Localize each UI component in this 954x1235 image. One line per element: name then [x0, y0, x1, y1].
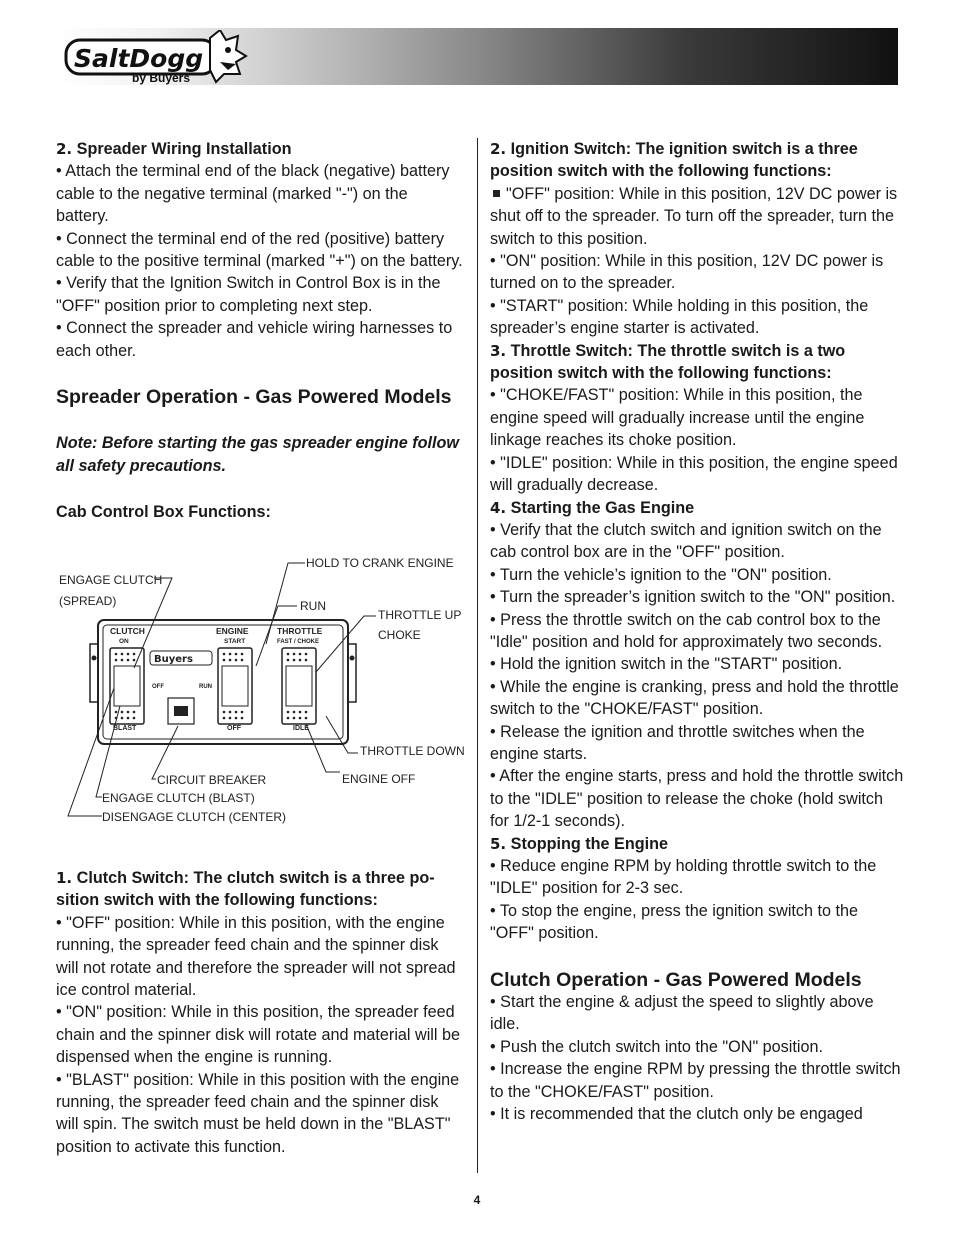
paragraph: • Turn the spreader’s ignition switch to the "ON" position. [490, 588, 896, 607]
box-off2-label: OFF [152, 684, 164, 690]
throttle-up-label: THROTTLE UP [378, 608, 462, 622]
paragraph: "OFF" position: While in this position, 12V DC power is shut off to the spreader. To turn off the spreader, turn the switch to this position. [490, 184, 898, 248]
left-column [56, 138, 464, 524]
safety-note: Note: Before starting the gas spreader engine follow all safety precautions. [56, 434, 459, 475]
paragraph: • "ON" position: While in this position, the spreader feed chain and the spinner disk will rotate and material will be dispensed when the engine is running. [56, 1003, 460, 1067]
paragraph: • Hold the ignition switch in the "START" position. [490, 655, 843, 674]
paragraph: • "BLAST" position: While in this position with the engine running, the spreader feed chain and the spinner disk will spin. The switch must be held down in the "BLAST" position to activate this function. [56, 1070, 460, 1156]
box-engine-label: ENGINE [216, 626, 249, 636]
dog-mascot-icon [210, 30, 246, 82]
square-bullet-icon [493, 190, 500, 197]
engage-clutch-label: ENGAGE CLUTCH [59, 573, 163, 587]
paragraph: • While the engine is cranking, press and hold the throttle switch to the "CHOKE/FAST" position. [490, 677, 899, 719]
box-clutch-label: CLUTCH [110, 626, 145, 636]
box-throttle-label: THROTTLE [277, 626, 323, 636]
cab-control-box-diagram [56, 548, 464, 830]
right-column [490, 138, 904, 1125]
paragraph: • Start the engine & adjust the speed to slightly above idle. [490, 993, 874, 1034]
paragraph: • "CHOKE/FAST" position: While in this position, the engine speed will gradually increase until the engine linkage reaches its choke position. [490, 386, 865, 450]
clutch-switch-heading: 1. Clutch Switch: The clutch switch is a three position switch with the following functions: [56, 869, 435, 910]
engine-off-label: ENGINE OFF [342, 772, 416, 786]
paragraph: • "OFF" position: While in this position, with the engine running, the spreader feed chain and the spinner disk will not rotate and therefore the spreader will not spread ice control material. [56, 913, 456, 1000]
paragraph: • Verify that the clutch switch and ignition switch on the cab control box are in the "OFF" position. [490, 520, 882, 562]
ignition-switch-heading: 2. Ignition Switch: The ignition switch is a three position switch with the following functions: [490, 140, 858, 181]
box-blast-label: BLAST [113, 725, 137, 732]
paragraph: • Reduce engine RPM by holding throttle switch to the "IDLE" position for 2-3 sec. [490, 857, 877, 898]
paragraph: • "ON" position: While in this position, 12V DC power is turned on to the spreader. [490, 252, 884, 293]
run-label: RUN [300, 599, 326, 613]
stopping-engine-heading: 5. Stopping the Engine [490, 834, 669, 853]
circuit-breaker-label: CIRCUIT BREAKER [157, 773, 267, 787]
spreader-wiring-heading: 2. Spreader Wiring Installation [56, 140, 292, 158]
box-run-label: RUN [199, 684, 212, 690]
page-number: 4 [473, 1193, 481, 1207]
engage-blast-label: ENGAGE CLUTCH (BLAST) [102, 791, 255, 805]
paragraph: • To stop the engine, press the ignition switch to the "OFF" position. [490, 901, 859, 943]
box-fast-choke-label: FAST / CHOKE [277, 639, 320, 645]
hold-to-crank-label: HOLD TO CRANK ENGINE [306, 556, 454, 570]
paragraph: • It is recommended that the clutch only be engaged [490, 1105, 863, 1124]
left-column-lower [56, 867, 464, 1158]
paragraph: • "IDLE" position: While in this position, the engine speed will gradually decrease. [490, 453, 898, 495]
throttle-switch-heading: 3. Throttle Switch: The throttle switch is a two position switch with the following functions: [490, 341, 846, 383]
paragraph: • Increase the engine RPM by pressing the throttle switch to the "CHOKE/FAST" position. [490, 1060, 901, 1101]
paragraph: • Verify that the Ignition Switch in Control Box is in the "OFF" position prior to completing next step. [56, 274, 441, 315]
paragraph: • Turn the vehicle’s ignition to the "ON" position. [490, 565, 832, 584]
box-brand-label: Buyers [154, 654, 193, 665]
throttle-down-label: THROTTLE DOWN [360, 744, 464, 758]
saltdogg-logo [60, 30, 250, 85]
column-divider [477, 138, 478, 1173]
box-start-label: START [224, 638, 246, 645]
box-on-label: ON [119, 638, 129, 645]
paragraph: • Connect the terminal end of the red (positive) battery cable to the positive terminal (marked "+") on the battery. [56, 229, 463, 271]
logo-text: SaltDogg [74, 44, 204, 73]
paragraph: • Release the ignition and throttle switches when the engine starts. [490, 722, 865, 763]
paragraph: • Connect the spreader and vehicle wiring harnesses to each other. [56, 319, 453, 360]
starting-engine-heading: 4. Starting the Gas Engine [490, 498, 695, 517]
logo-sub: by Buyers [132, 71, 191, 85]
box-idle-label: IDLE [293, 725, 309, 732]
section-heading: Spreader Operation - Gas Powered Models [56, 386, 452, 409]
paragraph: • Push the clutch switch into the "ON" position. [490, 1037, 823, 1056]
paragraph: • "START" position: While holding in this position, the spreader’s engine starter is activated. [490, 296, 869, 338]
paragraph: • After the engine starts, press and hold the throttle switch to the "IDLE" position to release the choke (hold switch for 1/2-1 seconds). [490, 767, 904, 831]
cab-control-heading: Cab Control Box Functions: [56, 503, 271, 522]
spread-label: (SPREAD) [59, 594, 117, 608]
section-heading: Clutch Operation - Gas Powered Models [490, 968, 862, 991]
paragraph: • Press the throttle switch on the cab control box to the "Idle" position and hold for approximately two seconds. [490, 610, 883, 651]
disengage-center-label: DISENGAGE CLUTCH (CENTER) [102, 810, 287, 824]
box-off-label: OFF [227, 725, 241, 732]
choke-label: CHOKE [378, 628, 421, 642]
paragraph: • Attach the terminal end of the black (negative) battery cable to the negative terminal (marked "-") on the battery. [56, 162, 450, 226]
